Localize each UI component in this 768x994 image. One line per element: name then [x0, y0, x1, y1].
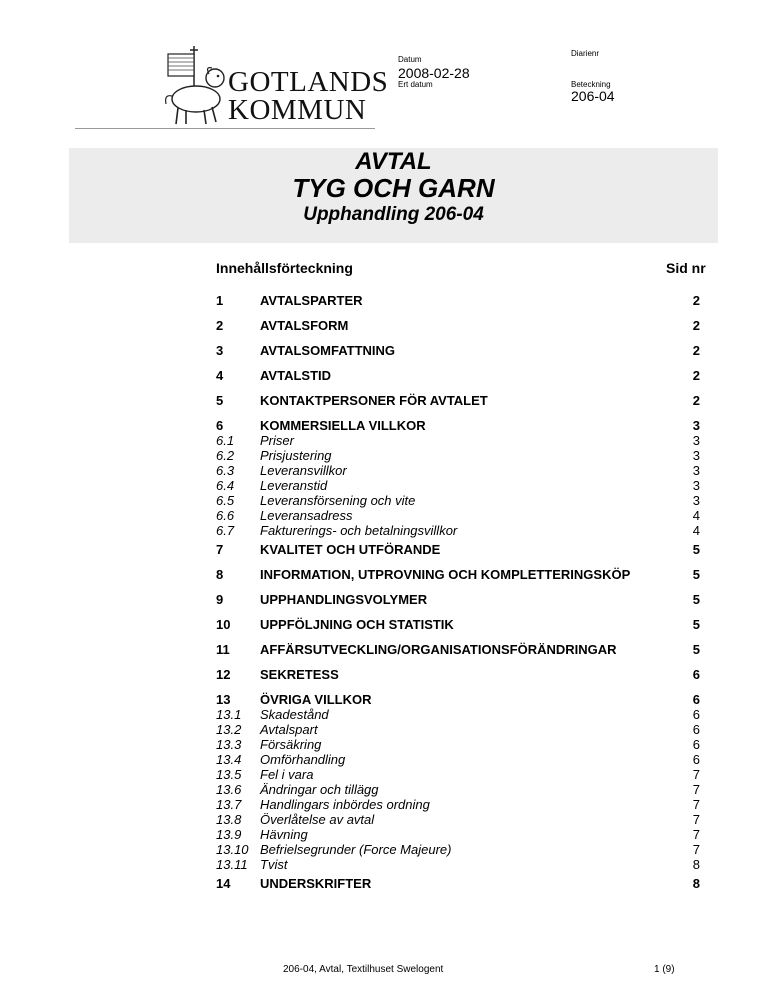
toc-title: Hävning	[260, 827, 308, 842]
toc-title: Ändringar och tillägg	[260, 782, 379, 797]
toc-page-heading: Sid nr	[666, 260, 706, 276]
toc-title: Priser	[260, 433, 294, 448]
toc-title: SEKRETESS	[260, 667, 339, 682]
toc-section-row	[216, 592, 704, 608]
toc-page-number: 2	[692, 393, 700, 408]
toc-section-row	[216, 642, 704, 658]
toc-page-number: 6	[692, 667, 700, 682]
toc-number: 13.11	[216, 857, 248, 872]
footer-page-number: 1 (9)	[654, 964, 675, 975]
toc-page-number: 5	[692, 642, 700, 657]
toc-page-number: 2	[692, 293, 700, 308]
toc-title: KVALITET OCH UTFÖRANDE	[260, 542, 441, 557]
toc-title: Leveranstid	[260, 478, 328, 493]
toc-subsection-row	[216, 478, 704, 493]
toc-page-number: 7	[692, 767, 700, 782]
toc-number: 13.2	[216, 722, 242, 737]
toc-number: 13.3	[216, 737, 242, 752]
logo-text-gotlands: GOTLANDS	[228, 66, 389, 98]
toc-title: Befrielsegrunder (Force Majeure)	[260, 842, 452, 857]
footer-document-reference: 206-04, Avtal, Textilhuset Swelogent	[283, 964, 444, 975]
toc-page-number: 7	[692, 797, 700, 812]
toc-section-row	[216, 368, 704, 384]
toc-title: AVTALSPARTER	[260, 293, 363, 308]
toc-title: Leveransförsening och vite	[260, 493, 416, 508]
toc-page-number: 2	[692, 343, 700, 358]
toc-subsection-row	[216, 463, 704, 478]
toc-page-number: 3	[692, 418, 700, 433]
toc-number: 2	[216, 318, 224, 333]
toc-number: 5	[216, 393, 224, 408]
toc-number: 6	[216, 418, 224, 433]
toc-subsection-row	[216, 812, 704, 827]
toc-number: 13.4	[216, 752, 242, 767]
toc-page-number: 5	[692, 617, 700, 632]
toc-subsection-row	[216, 722, 704, 737]
toc-page-number: 5	[692, 592, 700, 607]
toc-section-row	[216, 567, 704, 583]
toc-title: Prisjustering	[260, 448, 332, 463]
toc-page-number: 3	[692, 448, 700, 463]
toc-title: Leveransadress	[260, 508, 353, 523]
toc-page-number: 4	[692, 523, 700, 538]
toc-section-row	[216, 318, 704, 334]
toc-title: AVTALSFORM	[260, 318, 349, 333]
toc-subsection-row	[216, 508, 704, 523]
toc-page-number: 6	[692, 752, 700, 767]
datum-label: Datum	[398, 55, 422, 64]
toc-title: Tvist	[260, 857, 288, 872]
toc-title: Fel i vara	[260, 767, 314, 782]
toc-page-number: 2	[692, 368, 700, 383]
diarienr-label: Diarienr	[571, 49, 600, 58]
toc-section-row	[216, 542, 704, 558]
toc-title: Fakturerings- och betalningsvillkor	[260, 523, 458, 538]
toc-section-row	[216, 393, 704, 409]
toc-number: 6.3	[216, 463, 235, 478]
toc-subsection-row	[216, 448, 704, 463]
toc-title: AFFÄRSUTVECKLING/ORGANISATIONSFÖRÄNDRINGAR	[260, 642, 617, 657]
datum-value: 2008-02-28	[398, 65, 470, 81]
toc-page-number: 3	[692, 433, 700, 448]
toc-number: 3	[216, 343, 224, 358]
toc-page-number: 6	[692, 722, 700, 737]
toc-number: 13.5	[216, 767, 242, 782]
toc-subsection-row	[216, 857, 704, 872]
toc-number: 13.1	[216, 707, 242, 722]
toc-page-number: 3	[692, 493, 700, 508]
toc-page-number: 6	[692, 692, 700, 707]
toc-title: Överlåtelse av avtal	[260, 812, 375, 827]
toc-number: 4	[216, 368, 224, 383]
toc-section-row	[216, 293, 704, 309]
toc-number: 12	[216, 667, 231, 682]
toc-number: 11	[216, 642, 230, 657]
toc-page-number: 7	[692, 827, 700, 842]
toc-page-number: 6	[692, 737, 700, 752]
logo-text-kommun: KOMMUN	[228, 94, 367, 126]
beteckning-value: 206-04	[571, 88, 615, 104]
toc-title: Omförhandling	[260, 752, 346, 767]
toc-section-row	[216, 343, 704, 359]
toc-title: Handlingars inbördes ordning	[260, 797, 430, 812]
toc-title: ÖVRIGA VILLKOR	[260, 692, 372, 707]
toc-title: UPPHANDLINGSVOLYMER	[260, 592, 428, 607]
toc-page-number: 5	[692, 542, 700, 557]
toc-number: 14	[216, 876, 231, 891]
toc-page-number: 7	[692, 812, 700, 827]
table-of-contents	[216, 293, 704, 892]
toc-subsection-row	[216, 493, 704, 508]
toc-subsection-row	[216, 737, 704, 752]
toc-title: UPPFÖLJNING OCH STATISTIK	[260, 617, 454, 632]
toc-page-number: 7	[692, 782, 700, 797]
toc-number: 8	[216, 567, 224, 582]
toc-subsection-row	[216, 797, 704, 812]
toc-subsection-row	[216, 707, 704, 722]
toc-number: 10	[216, 617, 231, 632]
toc-subsection-row	[216, 782, 704, 797]
toc-number: 6.4	[216, 478, 235, 493]
toc-page-number: 2	[692, 318, 700, 333]
toc-title: Skadestånd	[260, 707, 329, 722]
toc-number: 1	[216, 293, 224, 308]
toc-number: 7	[216, 542, 224, 557]
toc-section-row	[216, 876, 704, 892]
toc-page-number: 3	[692, 463, 700, 478]
gotlands-kommun-logo	[160, 44, 389, 126]
toc-page-number: 8	[692, 857, 700, 872]
toc-title: Försäkring	[260, 737, 322, 752]
toc-section-row	[216, 667, 704, 683]
toc-title: AVTALSTID	[260, 368, 332, 383]
toc-title: KOMMERSIELLA VILLKOR	[260, 418, 426, 433]
toc-page-number: 8	[692, 876, 700, 891]
toc-title: UNDERSKRIFTER	[260, 876, 372, 891]
toc-subsection-row	[216, 827, 704, 842]
toc-number: 13.7	[216, 797, 242, 812]
toc-title: INFORMATION, UTPROVNING OCH KOMPLETTERINGSKÖP	[260, 567, 631, 582]
toc-section-row	[216, 418, 704, 434]
toc-number: 6.5	[216, 493, 235, 508]
title-tyg-och-garn: TYG OCH GARN	[292, 173, 495, 203]
toc-title: KONTAKTPERSONER FÖR AVTALET	[260, 393, 488, 408]
title-upphandling: Upphandling 206-04	[303, 204, 484, 225]
toc-heading: Innehållsförteckning	[216, 260, 353, 276]
toc-page-number: 5	[692, 567, 700, 582]
beteckning-label: Beteckning	[571, 80, 611, 89]
title-box	[69, 148, 718, 243]
toc-title: AVTALSOMFATTNING	[260, 343, 396, 358]
toc-page-number: 7	[692, 842, 700, 857]
toc-number: 9	[216, 592, 224, 607]
toc-title: Leveransvillkor	[260, 463, 347, 478]
toc-subsection-row	[216, 523, 704, 538]
toc-section-row	[216, 692, 704, 708]
toc-number: 6.2	[216, 448, 235, 463]
lamb-with-banner-icon	[160, 44, 230, 126]
toc-number: 13.6	[216, 782, 242, 797]
toc-number: 13.8	[216, 812, 242, 827]
toc-page-number: 4	[692, 508, 700, 523]
toc-page-number: 6	[692, 707, 700, 722]
toc-subsection-row	[216, 767, 704, 782]
toc-number: 13.10	[216, 842, 249, 857]
toc-number: 13	[216, 692, 231, 707]
toc-subsection-row	[216, 842, 704, 857]
toc-section-row	[216, 617, 704, 633]
toc-subsection-row	[216, 433, 704, 448]
toc-number: 6.7	[216, 523, 235, 538]
title-avtal: AVTAL	[355, 148, 432, 175]
toc-page-number: 3	[692, 478, 700, 493]
toc-number: 6.6	[216, 508, 235, 523]
toc-title: Avtalspart	[260, 722, 318, 737]
header-divider	[75, 128, 375, 129]
toc-number: 13.9	[216, 827, 242, 842]
toc-number: 6.1	[216, 433, 235, 448]
toc-subsection-row	[216, 752, 704, 767]
ert-datum-label: Ert datum	[398, 80, 433, 89]
